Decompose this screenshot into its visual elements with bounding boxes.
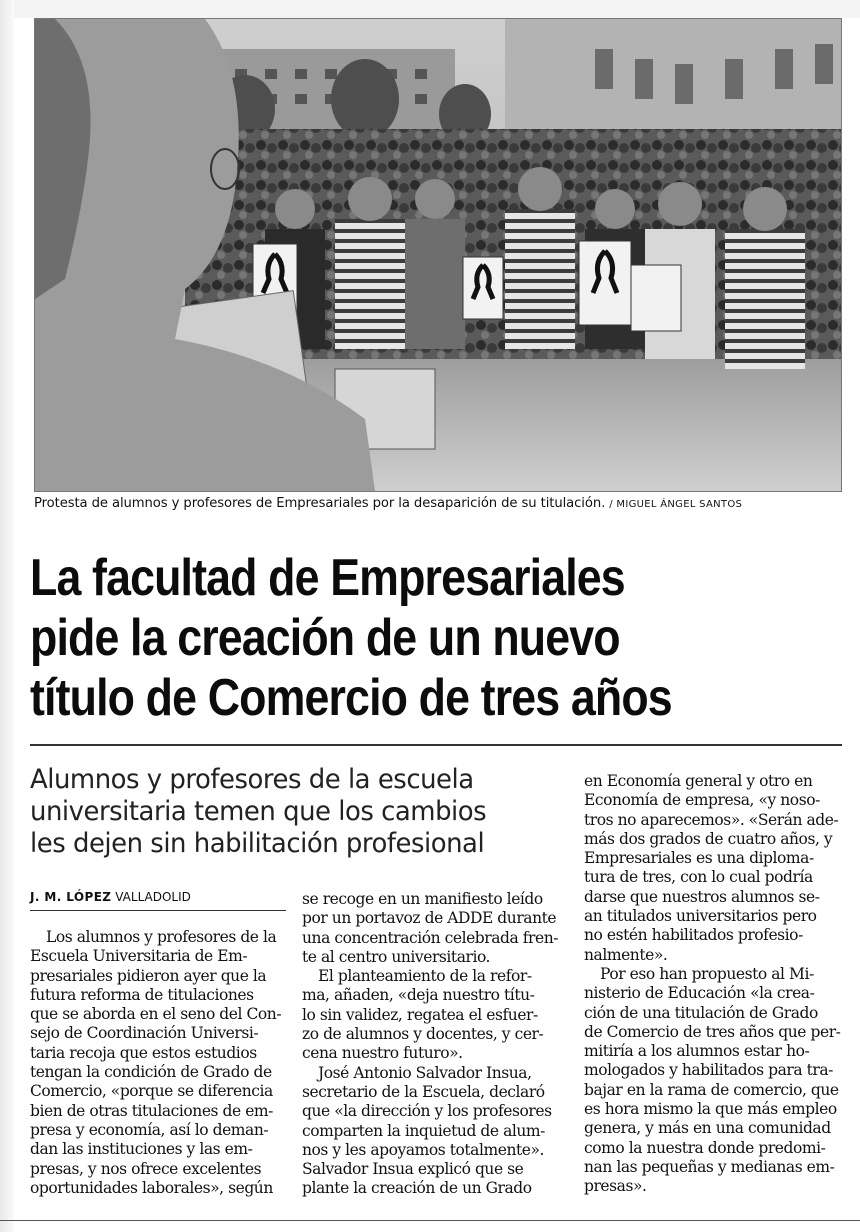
- article-line: mologados y habilitados para tra-: [584, 1061, 833, 1080]
- article-line: sejo de Coordinación Universi-: [30, 1024, 259, 1043]
- article-line: presas».: [584, 1177, 647, 1196]
- headline-line: La facultad de Empresariales: [30, 549, 625, 607]
- article-line: zo de alumnos y docentes, y cer-: [302, 1025, 544, 1044]
- subtitle-line: les dejen sin habilitación profesional: [30, 828, 485, 859]
- article-line: nalmente».: [584, 945, 668, 964]
- article-column-1: [30, 928, 292, 1198]
- article-line: nos y les apoyamos totalmente».: [302, 1140, 544, 1159]
- article-line: Economía de empresa, «y noso-: [584, 791, 820, 810]
- article-line: Los alumnos y profesores de la: [46, 928, 277, 946]
- headline-rule: [30, 744, 842, 746]
- article-line: Comercio, «porque se diferencia: [30, 1082, 273, 1101]
- article-line: dan las instituciones y las em-: [30, 1140, 253, 1159]
- article-line: presas, y nos ofrece excelentes: [30, 1159, 262, 1178]
- article-line: an titulados universitarios pero: [584, 907, 817, 926]
- article-line: José Antonio Salvador Insua,: [318, 1063, 532, 1082]
- article-line: se recoge en un manifiesto leído: [302, 890, 543, 908]
- protest-photo-illustration: [35, 19, 841, 491]
- article-line: tura de tres, con lo cual podría: [584, 868, 813, 887]
- article-line: ma, añaden, «deja nuestro títu-: [302, 986, 535, 1005]
- article-line: futura reforma de titulaciones: [30, 985, 254, 1004]
- article-line: nan las pequeñas y medianas em-: [584, 1157, 835, 1176]
- article-line: lo sin validez, regatea el esfuer-: [302, 1005, 538, 1024]
- article-line: tengan la condición de Grado de: [30, 1063, 272, 1082]
- article-line: que se aborda en el seno del Con-: [30, 1005, 282, 1024]
- article-line: nisterio de Educación «la crea-: [584, 984, 815, 1003]
- protest-photo: [34, 18, 842, 492]
- article-line: secretario de la Escuela, declaró: [302, 1082, 545, 1101]
- article-line: taria recoja que estos estudios: [30, 1043, 257, 1062]
- article-line: de Comercio de tres años que per-: [584, 1022, 841, 1041]
- article-line: Salvador Insua explicó que se: [302, 1160, 524, 1179]
- article-line: cena nuestro futuro».: [302, 1044, 463, 1063]
- subtitle-line: universitaria temen que los cambios: [30, 796, 487, 827]
- headline: [30, 548, 727, 728]
- subtitle: [30, 764, 568, 860]
- headline-line: título de Comercio de tres años: [30, 669, 672, 727]
- article-line: te al centro universitario.: [302, 947, 491, 966]
- article-line: darse que nuestros alumnos se-: [584, 887, 820, 906]
- article-column-2: [302, 890, 559, 1199]
- article-line: comparten la inquietud de alum-: [302, 1121, 545, 1140]
- article-line: oportunidades laborales», según: [30, 1178, 273, 1197]
- article-line: plante la creación de un Grado: [302, 1179, 532, 1198]
- page-bottom-rule: [0, 1220, 860, 1221]
- article-line: presa y economía, así lo deman-: [30, 1120, 269, 1139]
- article-line: tros no aparecemos». «Serán ade-: [584, 810, 839, 829]
- article-line: no estén habilitados profesio-: [584, 926, 803, 945]
- article-line: presariales pidieron ayer que la: [30, 966, 267, 985]
- headline-line: pide la creación de un nuevo: [30, 609, 620, 667]
- article-line: en Economía general y otro en: [584, 772, 813, 790]
- article-line: más dos grados de cuatro años, y: [584, 829, 833, 848]
- article-line: Escuela Universitaria de Em-: [30, 947, 248, 966]
- article-line: una concentración celebrada fren-: [302, 928, 559, 947]
- article-line: mitiría a los alumnos estar ho-: [584, 1042, 810, 1061]
- article-line: es hora mismo la que más empleo: [584, 1100, 837, 1119]
- article-line: bajar en la rama de comercio, que: [584, 1080, 839, 1099]
- article-line: como la nuestra donde predomi-: [584, 1138, 826, 1157]
- article-column-3: [584, 772, 842, 1197]
- scan-margin-top: [0, 0, 860, 18]
- article-line: El planteamiento de la refor-: [318, 967, 532, 986]
- scan-margin-left: [0, 0, 14, 1232]
- article-line: que «la dirección y los profesores: [302, 1102, 552, 1121]
- article-line: Empresariales es una diploma-: [584, 849, 814, 868]
- article-line: genera, y más en una comunidad: [584, 1119, 831, 1138]
- photo-credit: / MIGUEL ÁNGEL SANTOS: [609, 499, 743, 510]
- article-line: ción de una titulación de Grado: [584, 1003, 818, 1022]
- caption-text: Protesta de alumnos y profesores de Empresariales por la desaparición de su titulación.: [34, 496, 606, 511]
- article-line: bien de otras titulaciones de em-: [30, 1101, 273, 1120]
- byline-author: J. M. LÓPEZ: [30, 890, 112, 904]
- article-line: Por eso han propuesto al Mi-: [600, 964, 814, 983]
- byline-location: VALLADOLID: [115, 890, 191, 904]
- photo-caption: [34, 496, 840, 511]
- byline: [30, 890, 286, 911]
- subtitle-line: Alumnos y profesores de la escuela: [30, 764, 474, 795]
- article-line: por un portavoz de ADDE durante: [302, 909, 557, 928]
